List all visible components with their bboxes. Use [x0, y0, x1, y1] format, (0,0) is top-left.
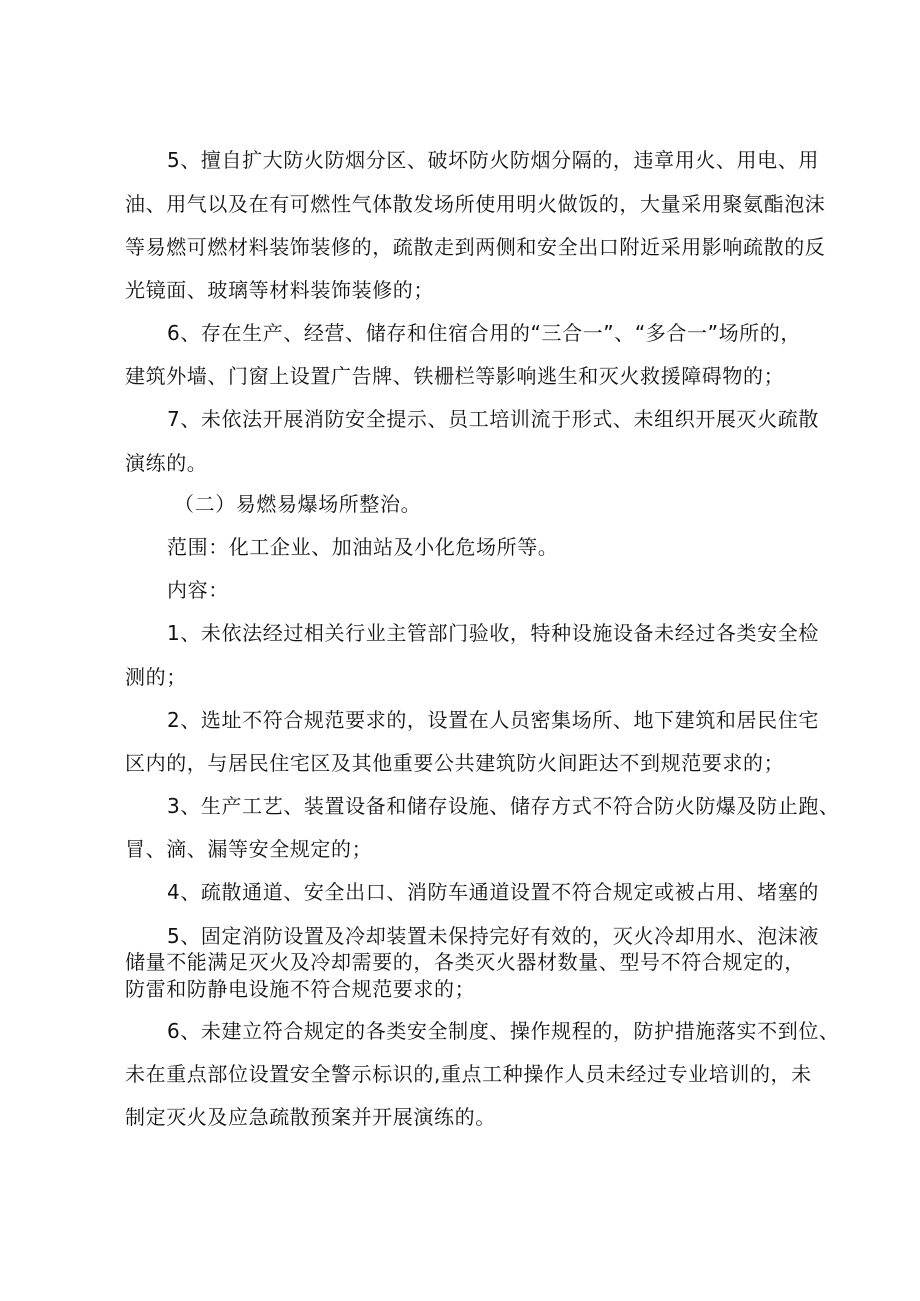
text-line: 4、疏散通道、安全出口、消防车通道设置不符合规定或被占用、堵塞的: [167, 880, 819, 904]
text-line: 内容：: [167, 578, 229, 602]
section-heading: （二）易燃易爆场所整治。: [174, 492, 422, 516]
text-line: 油、用气以及在有可燃性气体散发场所使用明火做饭的，大量采用聚氨酯泡沫: [125, 192, 826, 216]
text-line: 建筑外墙、门窗上设置广告牌、铁栅栏等影响逃生和灭火救援障碍物的；: [125, 364, 785, 388]
text-line: 区内的，与居民住宅区及其他重要公共建筑防火间距达不到规范要求的；: [125, 751, 785, 775]
text-line: 3、生产工艺、装置设备和储存设施、储存方式不符合防火防爆及防止跑、: [167, 794, 840, 818]
text-line: 储量不能满足灭火及冷却需要的，各类灭火器材数量、型号不符合规定的，: [125, 950, 805, 974]
text-line: 7、未依法开展消防安全提示、员工培训流于形式、未组织开展灭火疏散: [167, 407, 819, 431]
text-line: 5、擅自扩大防火防烟分区、破坏防火防烟分隔的，违章用火、用电、用: [167, 148, 819, 172]
text-line: 未在重点部位设置安全警示标识的,重点工种操作人员未经过专业培训的，未: [125, 1062, 812, 1086]
text-line: 制定灭火及应急疏散预案并开展演练的。: [125, 1105, 496, 1129]
text-line: 1、未依法经过相关行业主管部门验收，特种设施设备未经过各类安全检: [167, 621, 819, 645]
text-line: 光镜面、玻璃等材料装饰装修的；: [125, 278, 434, 302]
text-line: 2、选址不符合规范要求的，设置在人员密集场所、地下建筑和居民住宅: [167, 708, 819, 732]
text-line: 6、存在生产、经营、储存和住宿合用的“三合一”、“多合一”场所的，: [167, 321, 801, 345]
text-line: 6、未建立符合规定的各类安全制度、操作规程的，防护措施落实不到位、: [167, 1019, 840, 1043]
text-line: 等易燃可燃材料装饰装修的，疏散走到两侧和安全出口附近采用影响疏散的反: [125, 235, 826, 259]
text-line: 测的；: [125, 665, 187, 689]
text-line: 防雷和防静电设施不符合规范要求的；: [125, 977, 476, 1001]
text-line: 5、固定消防设置及冷却装置未保持完好有效的，灭火冷却用水、泡沫液: [167, 924, 819, 948]
text-line: 演练的。: [125, 451, 208, 475]
text-line: 冒、滴、漏等安全规定的；: [125, 837, 373, 861]
text-line: 范围：化工企业、加油站及小化危场所等。: [167, 535, 559, 559]
